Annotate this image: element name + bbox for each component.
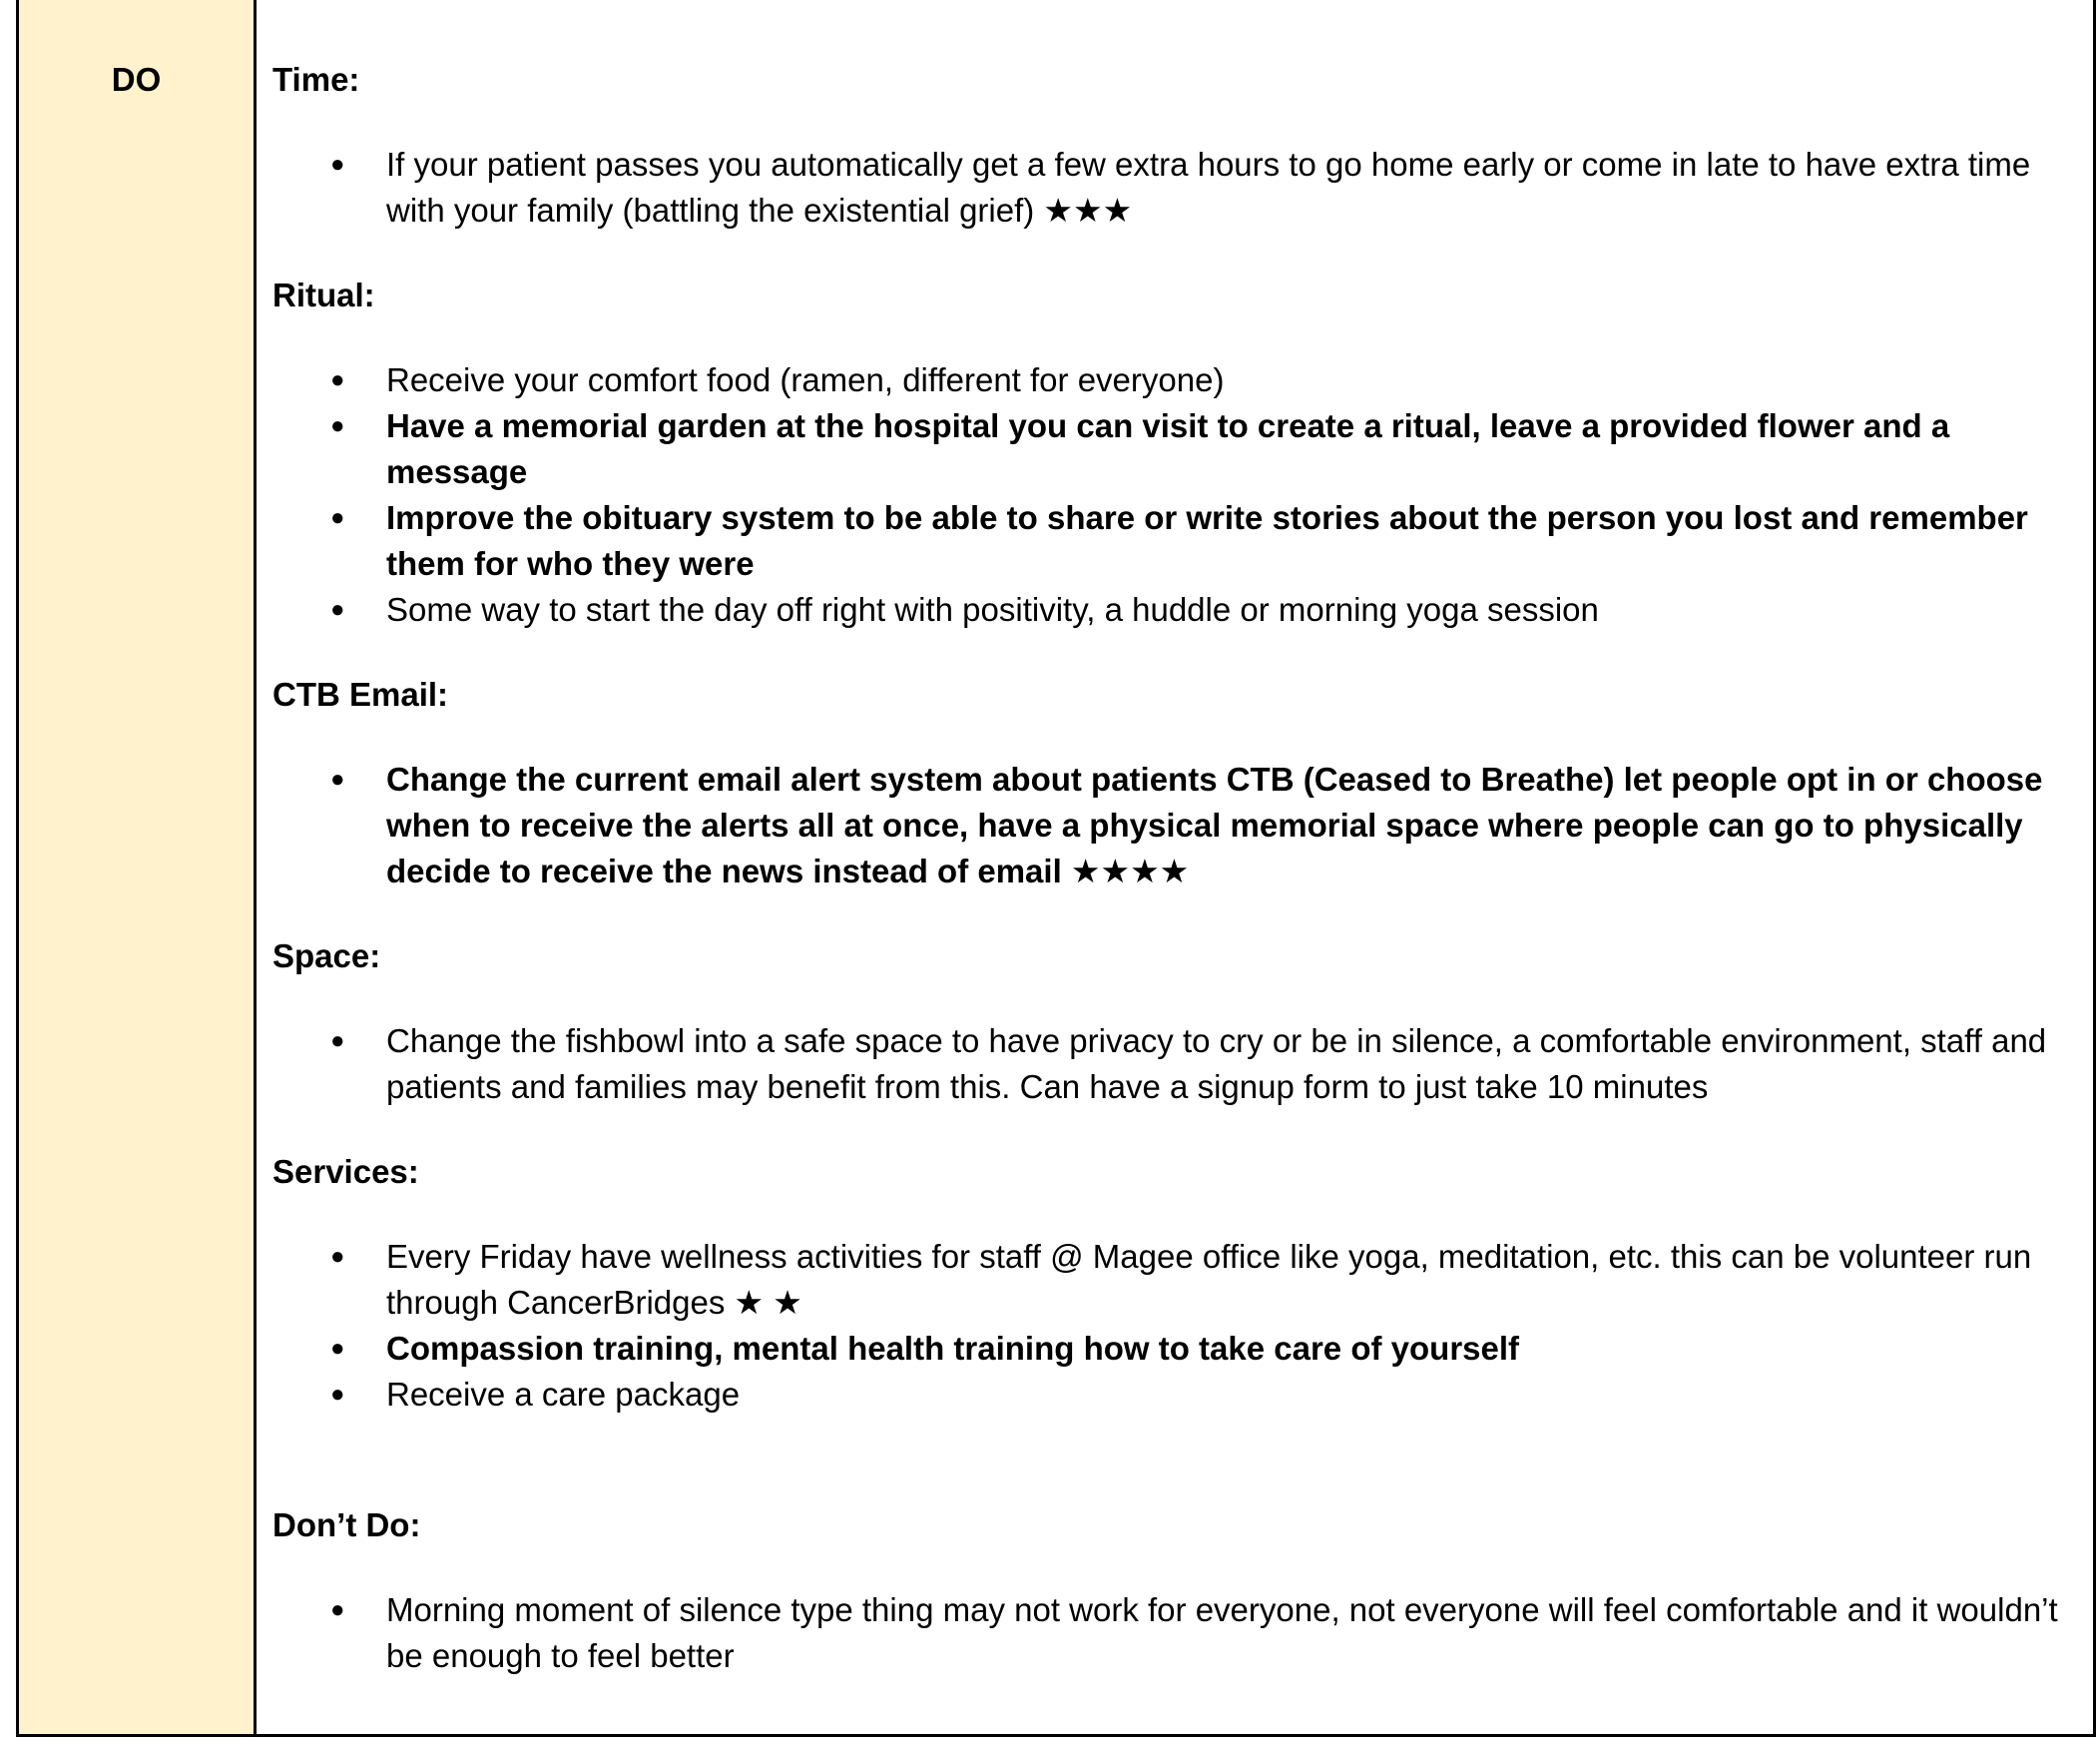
list-item: ● Improve the obituary system to be able to share or write stories about the person you lost and remember them for who they were bbox=[272, 495, 2073, 587]
list-item: ● Some way to start the day off right with positivity, a huddle or morning yoga session bbox=[272, 587, 2073, 633]
list-item: ● Every Friday have wellness activities for staff @ Magee office like yoga, meditation, etc. this can be volunteer run through CancerBridges ★ ★ bbox=[272, 1234, 2073, 1326]
content-column bbox=[257, 0, 2093, 1734]
section-heading-services: Services: bbox=[272, 1153, 419, 1190]
list-item: ● Compassion training, mental health training how to take care of yourself bbox=[272, 1326, 2073, 1372]
row-label: DO bbox=[111, 61, 162, 98]
list-item: ● Change the fishbowl into a safe space to have privacy to cry or be in silence, a comfortable environment, staff and patients and families may benefit from this. Can have a signup form to just take 10 minutes bbox=[272, 1018, 2073, 1110]
section-heading-ctb-email: CTB Email: bbox=[272, 676, 449, 713]
section-heading-dont-do: Don’t Do: bbox=[272, 1506, 421, 1543]
do-table bbox=[16, 0, 2096, 1737]
bullet-list-dont-do bbox=[272, 1587, 2073, 1679]
bullet-list-ritual bbox=[272, 357, 2073, 633]
list-item: ● Morning moment of silence type thing may not work for everyone, not everyone will feel comfortable and it wouldn’t be enough to feel better bbox=[272, 1587, 2073, 1679]
section-heading-space: Space: bbox=[272, 937, 381, 974]
section-heading-time: Time: bbox=[272, 61, 360, 98]
bullet-list-space bbox=[272, 1018, 2073, 1110]
spacer bbox=[272, 1457, 2073, 1503]
label-column bbox=[19, 0, 257, 1734]
list-item: ● Change the current email alert system about patients CTB (Ceased to Breathe) let people opt in or choose when to receive the alerts all at once, have a physical memorial space where people can go to physically decide to receive the news instead of email ★★★★ bbox=[272, 757, 2073, 894]
bullet-list-ctb-email bbox=[272, 757, 2073, 894]
bullet-list-time bbox=[272, 142, 2073, 234]
list-item: ● Receive a care package bbox=[272, 1372, 2073, 1418]
list-item: ● If your patient passes you automatically get a few extra hours to go home early or come in late to have extra time with your family (battling the existential grief) ★★★ bbox=[272, 142, 2073, 234]
bullet-list-services bbox=[272, 1234, 2073, 1418]
list-item: ● Receive your comfort food (ramen, different for everyone) bbox=[272, 357, 2073, 403]
section-heading-ritual: Ritual: bbox=[272, 277, 375, 313]
list-item: ● Have a memorial garden at the hospital you can visit to create a ritual, leave a provided flower and a message bbox=[272, 403, 2073, 495]
